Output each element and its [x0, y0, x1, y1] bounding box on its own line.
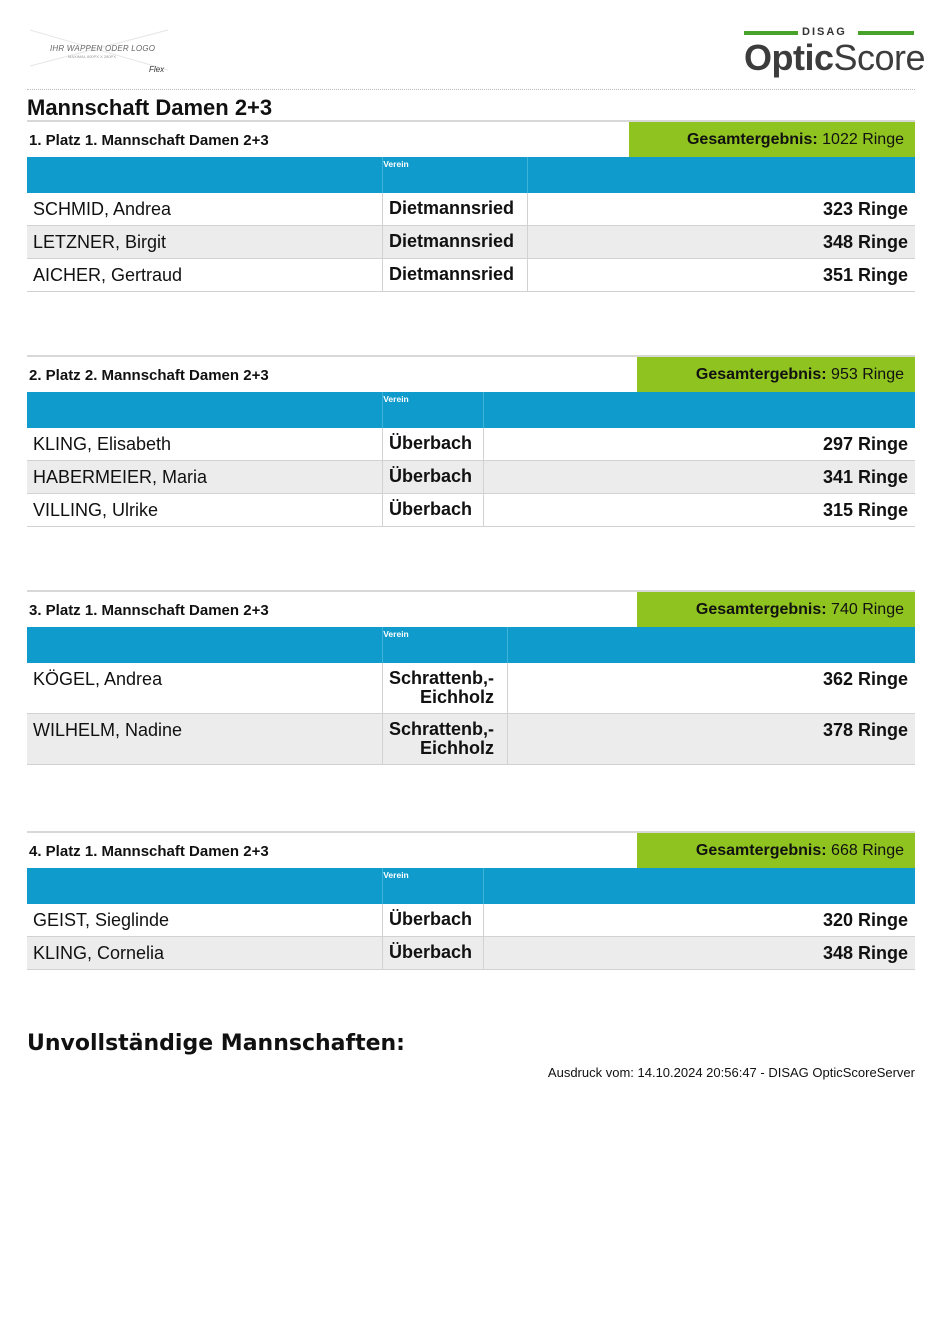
shooter-score: 323 Ringe — [822, 199, 908, 219]
column-header — [27, 157, 915, 193]
disag-opticscore-logo — [742, 26, 926, 78]
shooter-name: KLING, Cornelia — [33, 943, 165, 963]
column-label-verein: Verein — [383, 159, 409, 169]
shooter-club: Dietmannsried — [389, 264, 515, 284]
shooter-name: HABERMEIER, Maria — [33, 467, 208, 487]
shooter-score: 378 Ringe — [822, 720, 908, 740]
total-label: Gesamtergebnis: — [695, 366, 827, 383]
table-row — [27, 193, 915, 226]
shooter-name: KLING, Elisabeth — [33, 434, 172, 454]
cell-divider — [382, 193, 383, 225]
shooter-club — [389, 669, 494, 707]
total-label: Gesamtergebnis: — [695, 842, 827, 859]
cell-divider — [483, 494, 484, 526]
page-title: Mannschaft Damen 2+3 — [27, 95, 273, 120]
team-header — [27, 590, 915, 627]
shooter-score: 348 Ringe — [822, 943, 908, 963]
shooter-name: VILLING, Ulrike — [33, 500, 159, 520]
cell-divider — [507, 663, 508, 713]
column-divider — [382, 868, 383, 904]
team-block — [27, 831, 915, 970]
club-line: Schrattenb,- — [389, 668, 495, 688]
column-divider — [527, 157, 528, 193]
shooter-club — [389, 720, 494, 758]
table-row — [27, 904, 915, 937]
team-block — [27, 590, 915, 765]
incomplete-teams-heading: Unvollständige Mannschaften: — [27, 1031, 405, 1056]
shooter-score: 348 Ringe — [822, 232, 908, 252]
print-footer: Ausdruck vom: 14.10.2024 20:56:47 - DISAG OpticScoreServer — [547, 1065, 915, 1080]
total-value: 668 Ringe — [831, 842, 904, 859]
logo-placeholder-flex: Flex — [149, 65, 165, 74]
shooter-name: WILHELM, Nadine — [33, 720, 183, 740]
team-header — [27, 355, 915, 392]
total-label: Gesamtergebnis: — [686, 131, 818, 148]
table-row — [27, 663, 915, 714]
column-header — [27, 627, 915, 663]
page-header — [0, 0, 940, 92]
logo-optic: Optic — [744, 37, 834, 78]
column-label-verein: Verein — [383, 629, 409, 639]
cell-divider — [483, 461, 484, 493]
table-row — [27, 259, 915, 292]
cell-divider — [382, 937, 383, 969]
shooter-score: 297 Ringe — [822, 434, 908, 454]
cell-divider — [382, 494, 383, 526]
logo-opticscore-text — [744, 38, 925, 78]
column-divider — [382, 157, 383, 193]
cell-divider — [382, 259, 383, 291]
column-label-verein: Verein — [383, 870, 409, 880]
shooter-name: AICHER, Gertraud — [33, 265, 183, 285]
logo-placeholder-subtext: MAXIMAL 800PX X 280PX — [68, 54, 116, 59]
logo-score: Score — [833, 37, 926, 78]
logo-bar-left — [744, 31, 798, 35]
team-header — [27, 120, 915, 157]
cell-divider — [507, 714, 508, 764]
shooter-name: KÖGEL, Andrea — [33, 669, 163, 689]
column-divider — [483, 868, 484, 904]
column-divider — [483, 392, 484, 428]
cell-divider — [382, 904, 383, 936]
cell-divider — [527, 193, 528, 225]
column-divider — [507, 627, 508, 663]
club-logo-placeholder — [28, 26, 173, 76]
shooter-club: Überbach — [389, 942, 473, 962]
cell-divider — [527, 259, 528, 291]
cell-divider — [527, 226, 528, 258]
total-value: 1022 Ringe — [822, 131, 904, 148]
column-divider — [382, 392, 383, 428]
table-row — [27, 226, 915, 259]
cell-divider — [483, 904, 484, 936]
shooter-score: 315 Ringe — [822, 500, 908, 520]
total-value: 953 Ringe — [831, 366, 904, 383]
shooter-score: 351 Ringe — [822, 265, 908, 285]
shooter-club: Dietmannsried — [389, 231, 515, 251]
shooter-club: Überbach — [389, 499, 473, 519]
cell-divider — [382, 461, 383, 493]
table-row — [27, 937, 915, 970]
table-row — [27, 494, 915, 527]
team-place: 2. Platz 2. Mannschaft Damen 2+3 — [29, 367, 269, 384]
shooter-name: LETZNER, Birgit — [33, 232, 167, 252]
team-block — [27, 355, 915, 527]
shooter-name: GEIST, Sieglinde — [33, 910, 170, 930]
cell-divider — [382, 226, 383, 258]
cell-divider — [382, 714, 383, 764]
team-place: 3. Platz 1. Mannschaft Damen 2+3 — [29, 602, 269, 619]
cell-divider — [382, 663, 383, 713]
team-total — [637, 592, 915, 627]
column-header — [27, 868, 915, 904]
club-line: Schrattenb,- — [389, 719, 495, 739]
shooter-club: Überbach — [389, 909, 473, 929]
total-label: Gesamtergebnis: — [695, 601, 827, 618]
column-header — [27, 392, 915, 428]
shooter-club: Überbach — [389, 433, 473, 453]
shooter-score: 320 Ringe — [822, 910, 908, 930]
team-place: 4. Platz 1. Mannschaft Damen 2+3 — [29, 843, 269, 860]
team-total — [637, 833, 915, 868]
header-divider — [27, 89, 915, 90]
club-line: Eichholz — [420, 687, 495, 707]
logo-placeholder-text: IHR WAPPEN ODER LOGO — [50, 44, 156, 53]
team-total — [637, 357, 915, 392]
cell-divider — [483, 937, 484, 969]
table-row — [27, 461, 915, 494]
team-header — [27, 831, 915, 868]
team-place: 1. Platz 1. Mannschaft Damen 2+3 — [29, 132, 269, 149]
shooter-club: Überbach — [389, 466, 473, 486]
club-line: Eichholz — [420, 738, 495, 758]
table-row — [27, 714, 915, 765]
column-label-verein: Verein — [383, 394, 409, 404]
team-total — [629, 122, 915, 157]
column-divider — [382, 627, 383, 663]
shooter-name: SCHMID, Andrea — [33, 199, 172, 219]
logo-bar-right — [858, 31, 914, 35]
logo-disag-text: DISAG — [802, 26, 847, 38]
total-value: 740 Ringe — [831, 601, 904, 618]
team-block — [27, 120, 915, 292]
cell-divider — [483, 428, 484, 460]
cell-divider — [382, 428, 383, 460]
table-row — [27, 428, 915, 461]
shooter-score: 362 Ringe — [822, 669, 908, 689]
shooter-score: 341 Ringe — [822, 467, 908, 487]
shooter-club: Dietmannsried — [389, 198, 515, 218]
